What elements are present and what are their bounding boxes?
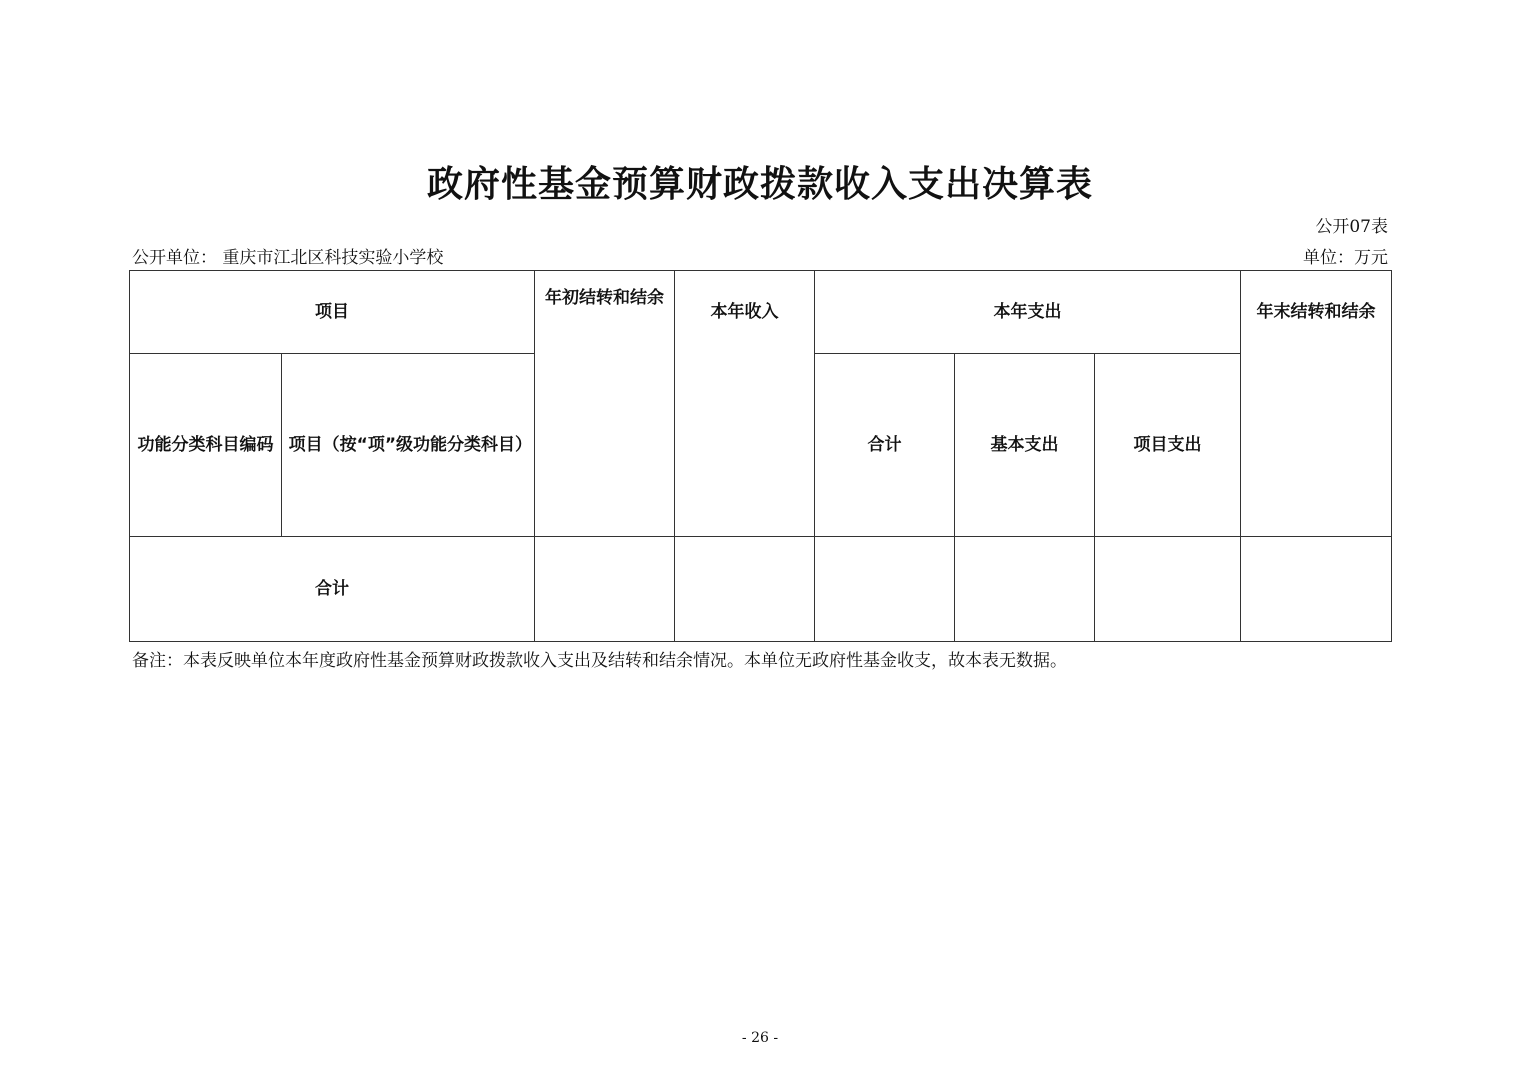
cell-empty: [535, 537, 675, 642]
cell-empty: [675, 537, 815, 642]
reporting-unit: 公开单位： 重庆市江北区科技实验小学校: [132, 248, 444, 268]
footnote: 备注：本表反映单位本年度政府性基金预算财政拨款收入支出及结转和结余情况。本单位无政府性基金收支，故本表无数据。: [132, 651, 1067, 671]
cell-empty: [955, 537, 1095, 642]
header-func-code: 功能分类科目编码: [130, 354, 282, 537]
currency-unit: 单位：万元: [1303, 248, 1388, 268]
header-income: 本年收入: [675, 271, 815, 537]
document-title: 政府性基金预算财政拨款收入支出决算表: [426, 164, 1093, 205]
header-expenditure: 本年支出: [815, 271, 1241, 354]
cell-empty: [1095, 537, 1241, 642]
header-item-detail: 项目（按“项”级功能分类科目）: [282, 354, 535, 537]
cell-empty: [815, 537, 955, 642]
header-basic-exp: 基本支出: [955, 354, 1095, 537]
total-row: [130, 537, 1392, 642]
header-row-1: [130, 271, 1392, 354]
total-label: 合计: [130, 537, 535, 642]
table-number: 公开07表: [1315, 217, 1388, 237]
header-total: 合计: [815, 354, 955, 537]
header-item: 项目: [130, 271, 535, 354]
budget-table: [129, 270, 1392, 642]
page-number: - 26 -: [741, 1030, 779, 1046]
header-closing-balance: 年末结转和结余: [1241, 271, 1392, 537]
header-project-exp: 项目支出: [1095, 354, 1241, 537]
cell-empty: [1241, 537, 1392, 642]
header-opening-balance: 年初结转和结余: [535, 271, 675, 537]
